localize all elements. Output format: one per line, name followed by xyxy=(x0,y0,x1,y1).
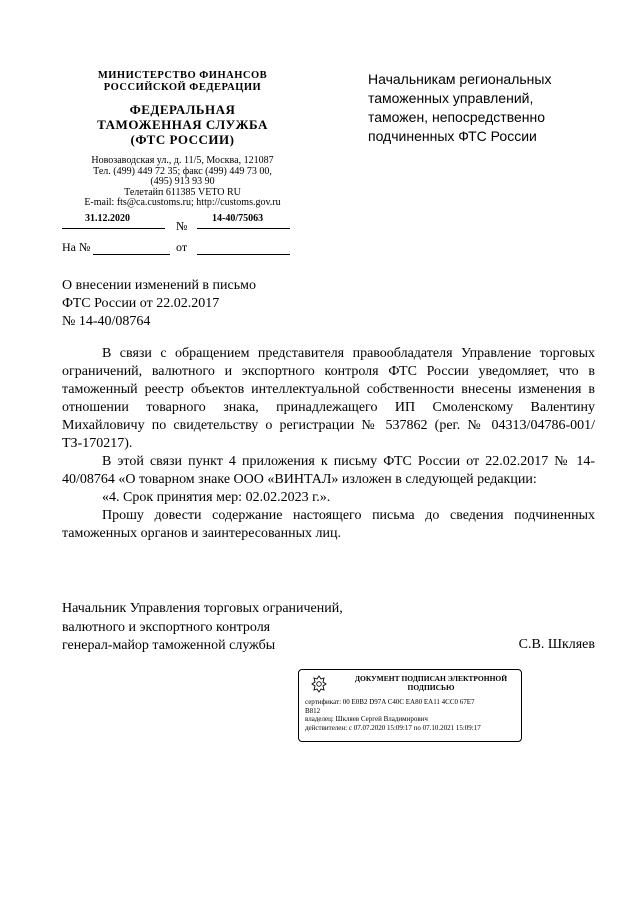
stamp-title-line1: ДОКУМЕНТ ПОДПИСАН ЭЛЕКТРОННОЙ xyxy=(354,674,508,683)
reference-date-field xyxy=(197,254,290,255)
reference-number-field xyxy=(93,254,170,255)
signatory-line3: генерал-майор таможенной службы xyxy=(62,638,276,653)
document-number: 14-40/75063 xyxy=(212,213,264,224)
number-sign: № xyxy=(176,219,188,233)
ministry-name-line2: РОССИЙСКОЙ ФЕДЕРАЦИИ xyxy=(103,82,262,93)
body-paragraph-4: Прошу довести содержание настоящего письма до сведения подчиненных таможенных органов и заинтересованных лиц. xyxy=(62,508,595,541)
email: E-mail: fts@ca.customs.ru; http://customs.gov.ru xyxy=(84,197,281,208)
number-underline xyxy=(197,228,290,229)
stamp-details xyxy=(305,698,517,732)
recipient-line4: подчиненных ФТС России xyxy=(368,128,537,144)
stamp-certificate: сертификат: 00 E0B2 D97A C40C EA80 EA11 4CC0 67E7 xyxy=(305,698,475,706)
recipient-line2: таможенных управлений, xyxy=(368,90,534,106)
sender-header xyxy=(55,70,310,209)
phone2: (495) 913 93 90 xyxy=(150,176,215,187)
reference-from-label: от xyxy=(176,240,188,254)
stamp-validity: действителен: с 07.07.2020 15:09:17 по 07.10.2021 15:09:17 xyxy=(305,723,481,732)
signatory-name: С.В. Шкляев xyxy=(518,637,595,652)
stamp-title-line2: ПОДПИСЬЮ xyxy=(407,683,455,692)
reference-label: На № xyxy=(62,240,91,254)
sender-contacts xyxy=(55,156,310,209)
date-underline xyxy=(62,228,165,229)
phone: Тел. (499) 449 72 35; факс (499) 449 73 00, xyxy=(93,165,272,177)
subject-line3: № 14-40/08764 xyxy=(62,314,151,329)
subject-block xyxy=(62,277,256,331)
signatory-title xyxy=(62,600,343,656)
document-date: 31.12.2020 xyxy=(85,213,130,224)
subject-line1: О внесении изменений в письмо xyxy=(62,278,256,293)
subject-line2: ФТС России от 22.02.2017 xyxy=(62,296,220,311)
stamp-owner: владелец: Шкляев Сергей Владимирович xyxy=(305,715,428,723)
recipient-line3: таможен, непосредственно xyxy=(368,109,546,125)
service-name-line1: ФЕДЕРАЛЬНАЯ xyxy=(129,102,236,117)
body-paragraph-1: В связи с обращением представителя правообладателя Управление торговых ограничений, валютного и экспортного контроля ФТС России уведомляет, что в таможенный реестр объектов интеллектуальной собственности внесены изменения в отношении товарного знака, принадлежащего ИП Смоленскому Валентину Михайловичу по свидетельству о регистрации № 537862 (рег. № 04313/04786-001/ТЗ-170217). xyxy=(62,346,595,451)
signatory-line1: Начальник Управления торговых ограничений, xyxy=(62,601,343,616)
letter-body xyxy=(62,345,595,543)
address: Новозаводская ул., д. 11/5, Москва, 121087 xyxy=(91,155,274,166)
service-name-line2: ТАМОЖЕННАЯ СЛУЖБА xyxy=(97,117,268,132)
ministry-name-line1: МИНИСТЕРСТВО ФИНАНСОВ xyxy=(97,70,268,81)
body-paragraph-2: В этой связи пункт 4 приложения к письму ФТС России от 22.02.2017 № 14-40/08764 «О товарном знаке ООО «ВИНТАЛ» изложен в следующей редакции: xyxy=(62,454,595,487)
body-paragraph-3: «4. Срок принятия мер: 02.02.2023 г.». xyxy=(102,490,331,505)
service-name-line3: (ФТС РОССИИ) xyxy=(130,132,235,147)
stamp-certificate-cont: B812 xyxy=(305,706,321,715)
e-signature-stamp xyxy=(298,669,522,742)
recipient-block xyxy=(368,70,551,146)
coat-of-arms-icon xyxy=(309,674,329,694)
signatory-line2: валютного и экспортного контроля xyxy=(62,619,271,635)
teletype: Телетайп 611385 VETO RU xyxy=(124,186,241,198)
recipient-line1: Начальникам региональных xyxy=(368,71,552,87)
stamp-title xyxy=(343,674,519,692)
